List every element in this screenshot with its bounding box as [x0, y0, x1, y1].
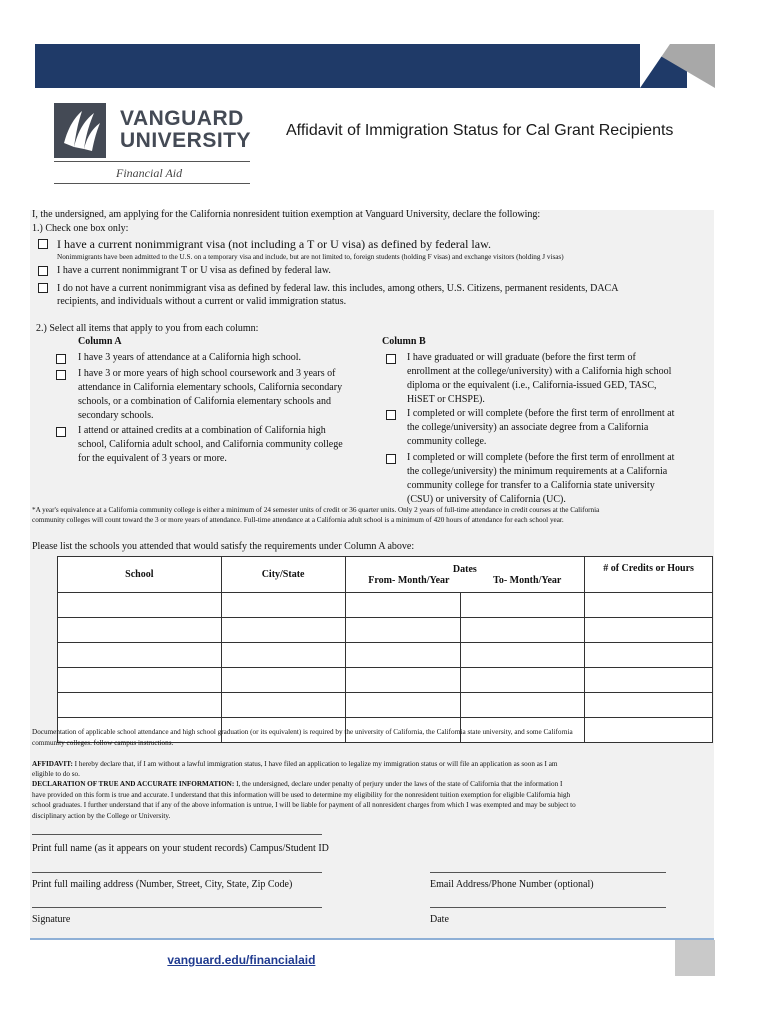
column-a-item-2-line: I have 3 or more years of high school coursework and 3 years of	[78, 368, 336, 379]
logo-line2: UNIVERSITY	[120, 129, 252, 152]
column-b-checkbox-3[interactable]	[386, 454, 396, 464]
credits-cell[interactable]	[585, 593, 713, 618]
visa-checkbox[interactable]	[38, 239, 48, 249]
header-dates	[345, 557, 585, 593]
from-cell[interactable]	[345, 693, 461, 718]
column-b-item-3-line: community college for transfer to a California state university	[407, 480, 655, 491]
page-title: Affidavit of Immigration Status for Cal Grant Recipients	[286, 122, 674, 139]
footer-office: Financial Aid Office •	[54, 953, 168, 967]
name-line[interactable]	[32, 834, 322, 835]
city-cell[interactable]	[221, 693, 345, 718]
vanguard-logo	[54, 103, 250, 185]
tu-visa-checkbox[interactable]	[38, 266, 48, 276]
name-label: Print full name (as it appears on your student records) Campus/Student ID	[32, 843, 329, 854]
intro-line2: 1.) Check one box only:	[32, 223, 129, 234]
column-b-item-3-line: the college/university) the minimum requirements at a California	[407, 466, 668, 477]
email-line[interactable]	[430, 872, 666, 873]
credits-cell[interactable]	[585, 643, 713, 668]
to-cell[interactable]	[461, 668, 585, 693]
affidavit-label: AFFIDAVIT:	[32, 760, 73, 768]
column-b-item-1-line: enrollment at the college/university) with a California high school	[407, 366, 672, 377]
footnote-line1: *A year's equivalence at a California community college is either a minimum of 24 semester units of credit or 36 quarter units. Only 2 years of full-time attendance in credit courses at the California	[32, 506, 600, 514]
declaration-label: DECLARATION OF TRUE AND ACCURATE INFORMATION:	[32, 780, 235, 788]
header-from: From- Month/Year	[368, 574, 450, 586]
table-row	[58, 693, 713, 718]
column-b-item-3-line: I completed or will complete (before the first term of enrollment at	[407, 452, 675, 463]
to-cell[interactable]	[461, 593, 585, 618]
column-a-item-2-line: secondary schools.	[78, 410, 154, 421]
declaration-line1	[32, 780, 562, 788]
from-cell[interactable]	[345, 643, 461, 668]
credits-cell[interactable]	[585, 668, 713, 693]
header-city-state: City/State	[221, 557, 345, 593]
city-cell[interactable]	[221, 668, 345, 693]
footer-text	[54, 953, 315, 967]
column-a-item-2-line: schools, or a combination of California elementary schools and	[78, 396, 331, 407]
declaration-text: I, the undersigned, declare under penalty of perjury under the laws of the state of California that the information I	[234, 780, 563, 788]
city-cell[interactable]	[221, 618, 345, 643]
column-a-item-3-line: for the equivalent of 3 years or more.	[78, 453, 227, 464]
no-visa-checkbox[interactable]	[38, 283, 48, 293]
column-a-title: Column A	[78, 336, 122, 347]
logo-subtitle: Financial Aid	[116, 166, 183, 180]
header-credits: # of Credits or Hours	[585, 557, 713, 593]
header-to: To- Month/Year	[493, 574, 562, 586]
signature-line[interactable]	[32, 907, 322, 908]
column-a-checkbox-3[interactable]	[56, 427, 66, 437]
column-b-item-2-line: I completed or will complete (before the first term of enrollment at	[407, 408, 675, 419]
column-b-item-3-line: (CSU) or university of California (UC).	[407, 494, 566, 505]
declaration-line4: disciplinary action by the College or University.	[32, 812, 171, 820]
table-row	[58, 668, 713, 693]
to-cell[interactable]	[461, 643, 585, 668]
city-cell[interactable]	[221, 593, 345, 618]
affidavit-line2: eligible to do so.	[32, 770, 80, 778]
documentation-line2: community colleges. follow campus instructions.	[32, 739, 174, 747]
table-row	[58, 643, 713, 668]
schools-prompt: Please list the schools you attended that would satisfy the requirements under Column A above:	[32, 541, 415, 552]
date-label: Date	[430, 914, 449, 925]
footer-rule	[30, 938, 714, 940]
header-bar	[35, 44, 687, 88]
to-cell[interactable]	[461, 693, 585, 718]
school-cell[interactable]	[58, 693, 222, 718]
header-dates-label: Dates	[452, 563, 477, 575]
table-row	[58, 618, 713, 643]
intro-line1: I, the undersigned, am applying for the California nonresident tuition exemption at Vanguard University, declare the following:	[32, 209, 541, 220]
column-b-checkbox-2[interactable]	[386, 410, 396, 420]
header-school: School	[58, 557, 222, 593]
column-a-checkbox-2[interactable]	[56, 370, 66, 380]
declaration-line2: have provided on this form is true and accurate. I understand that this information will be used to determine my eligibility for the nonresident tuition exemption for eligible California high	[32, 791, 571, 799]
header-dates-sub	[347, 575, 584, 586]
city-cell[interactable]	[221, 643, 345, 668]
footer-link[interactable]: vanguard.edu/financialaid	[167, 953, 316, 967]
from-cell[interactable]	[345, 618, 461, 643]
column-b-item-1-line: HiSET or CHSPE).	[407, 394, 485, 405]
column-b-item-1-line: I have graduated or will graduate (before the first term of	[407, 352, 636, 363]
column-b-item-2-line: community college.	[407, 436, 487, 447]
affidavit-line1	[32, 760, 558, 768]
email-label: Email Address/Phone Number (optional)	[430, 879, 594, 890]
address-line[interactable]	[32, 872, 322, 873]
from-cell[interactable]	[345, 668, 461, 693]
visa-option-note: Nonimmigrants have been admitted to the U.S. on a temporary visa and include, but are not limited to, foreign students (holding F visas) and exchange visitors (holding J visas)	[57, 253, 564, 261]
column-a-item-1-line: I have 3 years of attendance at a California high school.	[78, 352, 301, 363]
column-b-item-1-line: diploma or the equivalent (i.e., California-issued GED, TASC,	[407, 380, 657, 391]
school-cell[interactable]	[58, 593, 222, 618]
declaration-line3: school graduates. I further understand that if any of the above information is untrue, I will be liable for payment of all nonresident charges from which I was exempted and may be subject to	[32, 801, 576, 809]
section2-heading: 2.) Select all items that apply to you from each column:	[36, 323, 259, 334]
column-a-item-2-line: attendance in California elementary schools, California secondary	[78, 382, 343, 393]
date-line[interactable]	[430, 907, 666, 908]
column-b-title: Column B	[382, 336, 426, 347]
table-row	[58, 593, 713, 618]
school-cell[interactable]	[58, 643, 222, 668]
credits-cell[interactable]	[585, 618, 713, 643]
footnote-line2: community colleges will count toward the 3 or more years of attendance. Full-time attendance at a California adult school is a minimum of 420 hours of attendance for each school year.	[32, 516, 564, 524]
credits-cell[interactable]	[585, 718, 713, 743]
credits-cell[interactable]	[585, 693, 713, 718]
column-a-item-3-line: school, California adult school, and California community college	[78, 439, 343, 450]
no-visa-option-line1: I do not have a current nonimmigrant visa as defined by federal law. this includes, among others, U.S. Citizens, permanent residents, DACA	[57, 283, 619, 294]
footer-gray-block	[675, 940, 715, 976]
from-cell[interactable]	[345, 593, 461, 618]
column-b-item-2-line: the college/university) an associate degree from a California	[407, 422, 649, 433]
documentation-line1: Documentation of applicable school attendance and high school graduation (or its equivalent) is required by the university of California, the California state university, and some California	[32, 728, 573, 736]
header-corner-decoration	[640, 44, 715, 88]
school-cell[interactable]	[58, 618, 222, 643]
column-b-checkbox-1[interactable]	[386, 354, 396, 364]
column-a-checkbox-1[interactable]	[56, 354, 66, 364]
no-visa-option-line2: recipients, and individuals without a current or valid immigration status.	[57, 296, 347, 307]
address-label: Print full mailing address (Number, Street, City, State, Zip Code)	[32, 879, 293, 890]
signature-label: Signature	[32, 914, 71, 925]
table-header-row	[58, 557, 713, 593]
tu-visa-option-label: I have a current nonimmigrant T or U visa as defined by federal law.	[57, 265, 331, 276]
visa-option-label: I have a current nonimmigrant visa (not including a T or U visa) as defined by federal law.	[57, 237, 491, 251]
column-a-item-3-line: I attend or attained credits at a combination of California high	[78, 425, 326, 436]
affidavit-text: I hereby declare that, if I am without a lawful immigration status, I have filed an application to legalize my immigration status or will file an application as soon as I am	[72, 760, 558, 768]
logo-line1: VANGUARD	[120, 107, 244, 130]
schools-table	[57, 556, 713, 743]
to-cell[interactable]	[461, 618, 585, 643]
school-cell[interactable]	[58, 668, 222, 693]
